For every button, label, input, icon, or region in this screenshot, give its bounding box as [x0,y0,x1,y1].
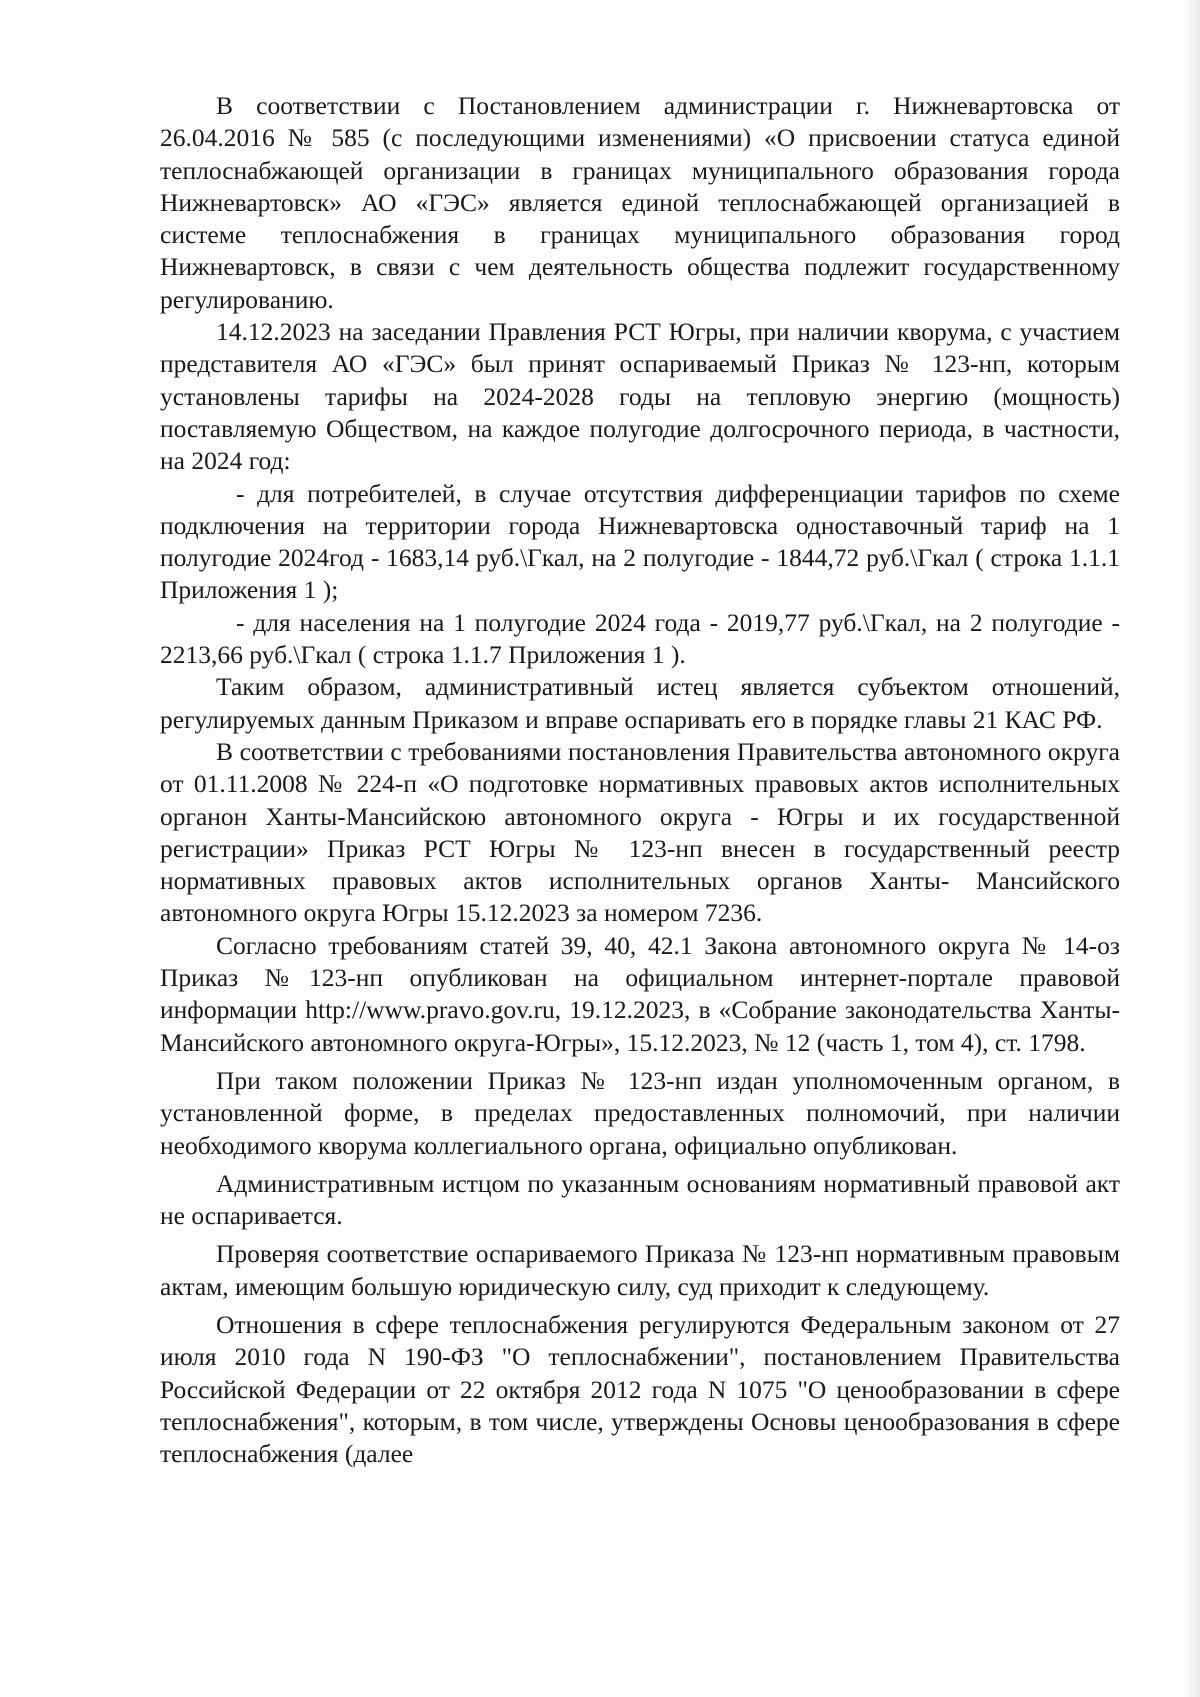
paragraph-not-contested: Административным истцом по указанным основаниям нормативный правовой акт не оспаривается. [160,1168,1120,1231]
paragraph-registration: В соответствии с требованиями постановления Правительства автономного округа от 01.11.2008 № 224-п «О подготовке нормативных правовых актов исполнительных органон Ханты-Мансийскою автономного округа - Югры и их государственной регистрации» Приказ РСТ Югры № 123-нп внесен в государственный реестр нормативных правовых актов исполнительных органов Ханты- Мансийского автономного округа Югры 15.12.2023 за номером 7236. [160,736,1120,928]
paragraph-authority: При таком положении Приказ № 123-нп издан уполномоченным органом, в установленной форме, в пределах предоставленных полномочий, при наличии необходимого кворума коллегиального органа, официально опубликован. [160,1065,1120,1160]
paragraph-plaintiff-status: Таким образом, административный истец является субъектом отношений, регулируемых данным Приказом и вправе оспаривать его в порядке главы 21 КАС РФ. [160,672,1120,734]
scan-edge-shadow [1186,0,1200,1697]
paragraph-consumers-tariff: - для потребителей, в случае отсутствия дифференциации тарифов по схеме подключения на территории города Нижневартовска одноставочный тариф на 1 полугодие 2024год - 1683,14 руб.\Гкал, на 2 полугодие - 1844,72 руб.\Гкал ( строка 1.1.1 Приложения 1 ); [160,478,1120,605]
paragraph-status: В соответствии с Постановлением администрации г. Нижневартовска от 26.04.2016 № 585 (с последующими изменениями) «О присвоении статуса единой теплоснабжающей организации в границах муниципального образования города Нижневартовск» АО «ГЭС» является единой теплоснабжающей организацией в системе теплоснабжения в границах муниципального образования город Нижневартовск, в связи с чем деятельность общества подлежит государственному регулированию. [160,91,1120,314]
paragraph-publication: Согласно требованиям статей 39, 40, 42.1 Закона автономного округа № 14-оз Приказ №123-нп опубликован на официальном интернет-портале правовой информации http://www.pravo.gov.ru, 19.12.2023, в «Собрание законодательства Ханты-Мансийского автономного округа-Югры», 15.12.2023, № 12 (часть 1, том 4), ст. 1798. [160,930,1120,1057]
paragraph-tariff-order: 14.12.2023 на заседании Правления РСТ Югры, при наличии кворума, с участием представителя АО «ГЭС» был принят оспариваемый Приказ № 123-нп, которым установлены тарифы на 2024-2028 годы на тепловую энергию (мощность) поставляемую Обществом, на каждое полугодие долгосрочного периода, в частности, на 2024 год: [160,317,1120,476]
document-body [160,90,1120,1470]
paragraph-verification: Проверяя соответствие оспариваемого Приказа № 123-нп нормативным правовым актам, имеющим большую юридическую силу, суд приходит к следующему. [160,1239,1120,1301]
paragraph-regulation: Отношения в сфере теплоснабжения регулируются Федеральным законом от 27 июля 2010 года N 190-ФЗ "О теплоснабжении", постановлением Правительства Российской Федерации от 22 октября 2012 года N 1075 "О ценообразовании в сфере теплоснабжения", которым, в том числе, утверждены Основы ценообразования в сфере теплоснабжения (далее [160,1309,1120,1469]
paragraph-population-tariff: - для населения на 1 полугодие 2024 года - 2019,77 руб.\Гкал, на 2 полугодие - 2213,66 руб.\Гкал ( строка 1.1.7 Приложения 1 ). [160,607,1120,670]
